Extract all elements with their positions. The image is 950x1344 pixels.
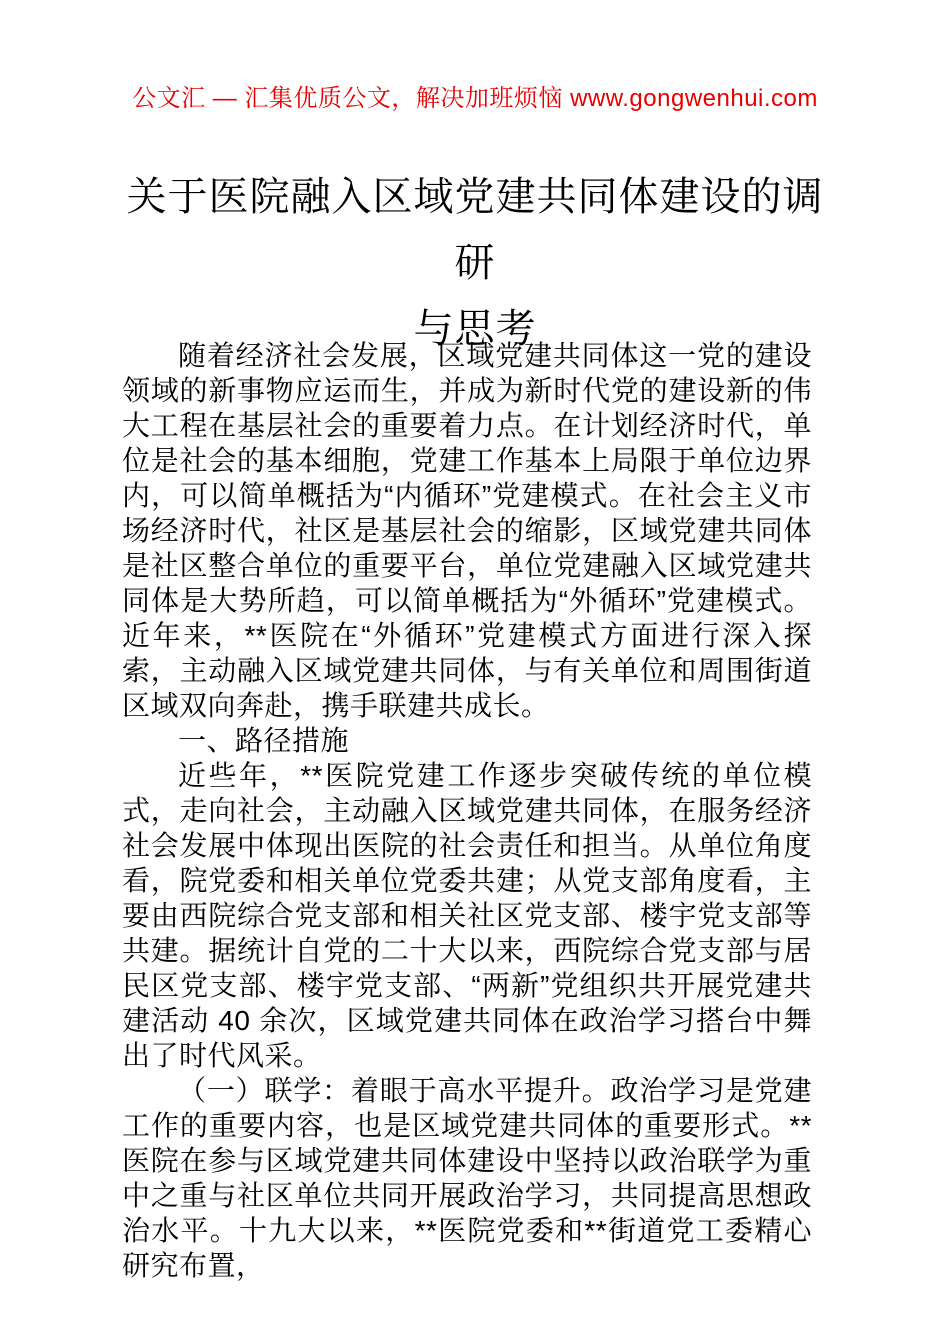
section-heading-1: 一、路径措施 [178,725,350,756]
title-line-1: 关于医院融入区域党建共同体建设的调研 [126,175,824,285]
body-paragraph-lianxue: （一）联学：着眼于高水平提升。政治学习是党建工作的重要内容，也是区域党建共同体的重要形式。**医院在参与区域党建共同体建设中坚持以政治联学为重中之重与社区单位共同开展政治学习，共同提高思想政治水平。十九大以来，**医院党委和**街道党工委精心研究布置， [122,1075,812,1281]
watermark-header: 公文汇 — 汇集优质公文，解决加班烦恼 www.gongwenhui.com [132,85,818,112]
body-paragraph-measures: 近些年，**医院党建工作逐步突破传统的单位模式，走向社会，主动融入区域党建共同体，在服务经济社会发展中体现出医院的社会责任和担当。从单位角度看，院党委和相关单位党委共建；从党支部角度看，主要由西院综合党支部和相关社区党支部、楼宇党支部等共建。据统计自党的二十大以来，西院综合党支部与居民区党支部、楼宇党支部、“两新”党组织共开展党建共建活动 40 余次，区域党建共同体在政治学习搭台中舞出了时代风采。 [122,760,812,1071]
document-body [122,338,812,1283]
title-line-2: 与思考 [413,307,537,351]
body-paragraph-intro: 随着经济社会发展，区域党建共同体这一党的建设领域的新事物应运而生，并成为新时代党的建设新的伟大工程在基层社会的重要着力点。在计划经济时代，单位是社会的基本细胞，党建工作基本上局限于单位边界内，可以简单概括为“内循环”党建模式。在社会主义市场经济时代，社区是基层社会的缩影，区域党建共同体是社区整合单位的重要平台，单位党建融入区域党建共同体是大势所趋，可以简单概括为“外循环”党建模式。近年来，**医院在“外循环”党建模式方面进行深入探索，主动融入区域党建共同体，与有关单位和周围街道区域双向奔赴，携手联建共成长。 [122,340,812,721]
document-title [122,164,828,362]
